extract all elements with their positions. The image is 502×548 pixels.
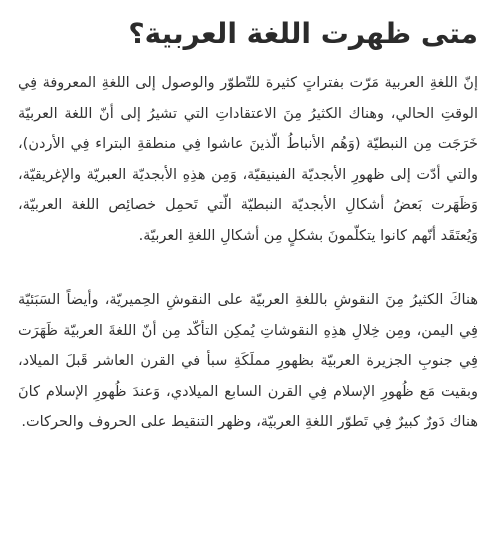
article-paragraph: إنّ اللغةِ العربية مَرّت بفتراتٍ كثيرة للتّطوّر والوصول إلى اللغةِ المعروفة فِي الوقتِ الحالي، وهناك الكثيرُ مِنَ الاعتقاداتِ التي تشيرُ إلى أنّ اللغة العربيّة خَرَجَت مِن النبطيّة (وَهُم الأنباطُ الّذينَ عاشوا فِي منطقةِ البتراء فِي الأردن)، والتي أدّت إلى ظهورِ الأبجديّة الفينيقيّة، وَمِن هذِهِ الأبجديّة العبريّة والإغريقيّة، وَظَهَرت بَعضُ أشكالِ الأبجديّة النبطيّة الّتي تَحمِل خصائِص اللغة العربيّة، وَيُعتَقَد أنّهم كانوا يتكلّمونَ بشكلٍ مِن أشكالِ اللغةِ العربيّة. [18,75,478,244]
article-title: متى ظهرت اللغة العربية؟ [128,17,478,50]
article-paragraph: هناكَ الكثيرُ مِنَ النقوشِ باللغةِ العربيّة على النقوشِ الحِميريّة، وأيضاً السَبَئيّة فِي اليمن، ومِن خِلالِ هذِهِ النقوشاتِ يُمكِن التأكّد مِن أنّ اللغةَ العربيّة ظَهَرَت فِي جنوبِ الجزيرة العربيّة بظهورِ مملَكَةِ سبأ في القرن العاشر قَبلَ الميلاد، وبقيت مَع ظُهورِ الإسلام فِي القرن السابع الميلادي، وَعندَ ظُهورِ الإسلام كانَ هناك دَورٌ كبيرٌ فِي تَطوّر اللغةِ العربيّة، وظهر التنقيط على الحروف والحركات. [18,292,478,430]
